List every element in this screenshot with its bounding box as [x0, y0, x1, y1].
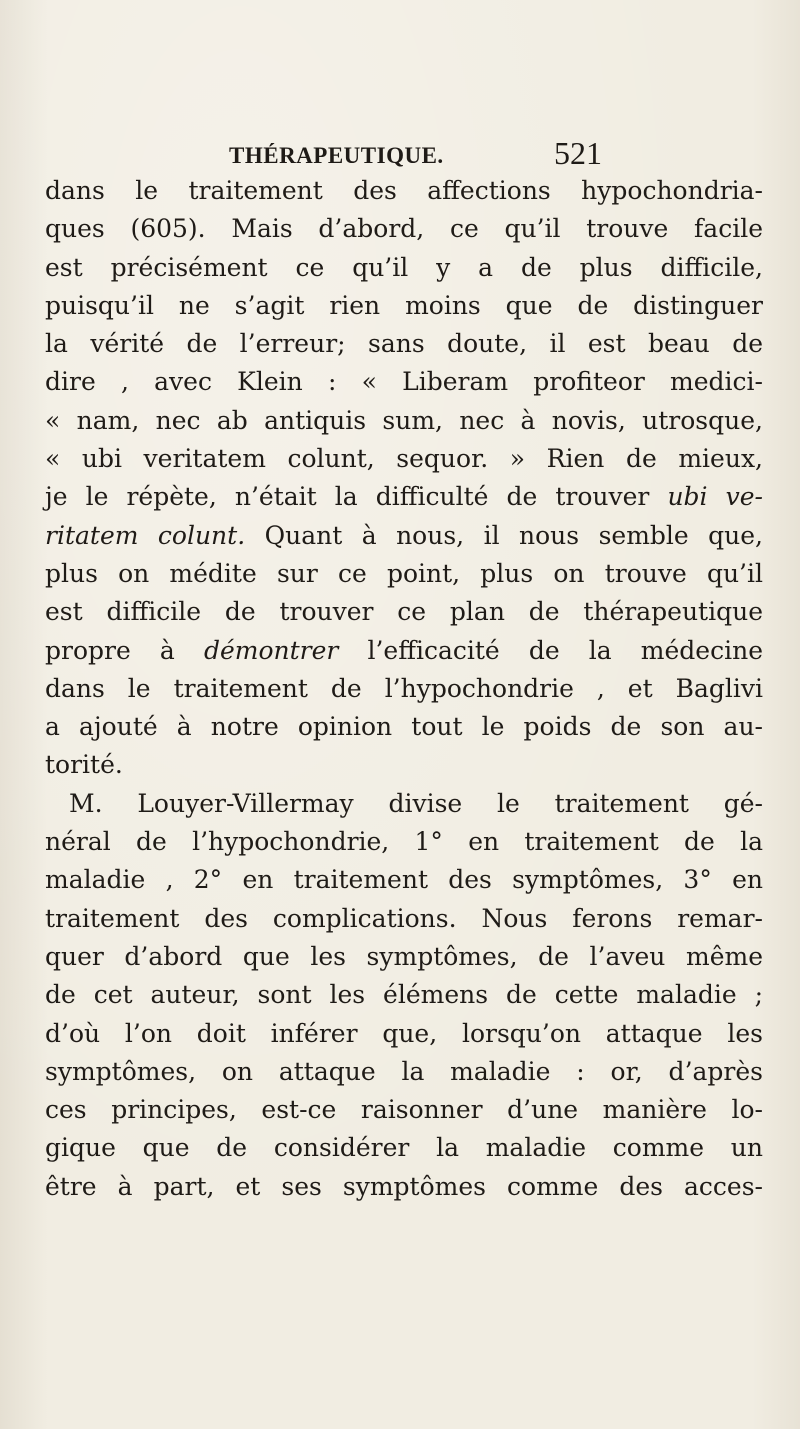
text-line: dire , avec Klein : « Liberam profiteor medici- — [45, 367, 763, 397]
text-line: « ubi veritatem colunt, sequor. » Rien de mieux, — [45, 444, 763, 474]
text-line: être à part, et ses symptômes comme des acces- — [45, 1171, 763, 1201]
text-line: dans le traitement de l’hypochondrie , et Baglivi — [45, 673, 763, 703]
italic-phrase: démontrer — [203, 635, 339, 665]
text-line: « nam, nec ab antiquis sum, nec à novis, utrosque, — [45, 405, 763, 435]
text-line — [45, 517, 763, 555]
text-run: propre à — [45, 635, 204, 665]
text-line: est difficile de trouver ce plan de thérapeutique — [45, 597, 763, 627]
text-line: ques (605). Mais d’abord, ce qu’il trouve facile — [45, 214, 763, 244]
text-line — [45, 632, 763, 670]
text-line: est précisément ce qu’il y a de plus difficile, — [45, 252, 763, 282]
italic-phrase: ubi ve- — [667, 482, 763, 512]
text-line: d’où l’on doit inférer que, lorsqu’on attaque les — [45, 1018, 763, 1048]
text-line: dans le traitement des affections hypochondria- — [45, 176, 763, 205]
text-line: torité. — [45, 750, 123, 780]
text-line: symptômes, on attaque la maladie : or, d’après — [45, 1056, 763, 1086]
text-line: plus on médite sur ce point, plus on trouve qu’il — [45, 558, 763, 588]
text-line: de cet auteur, sont les élémens de cette maladie ; — [45, 980, 763, 1010]
text-line: gique que de considérer la maladie comme un — [45, 1133, 763, 1163]
text-line: la vérité de l’erreur; sans doute, il est beau de — [45, 329, 763, 359]
italic-phrase: ritatem colunt. — [45, 520, 246, 550]
text-line: traitement des complications. Nous ferons remar- — [45, 903, 763, 933]
text-line — [45, 478, 763, 516]
text-line: a ajouté à notre opinion tout le poids de son au- — [45, 712, 763, 742]
page-number: 521 — [554, 135, 602, 171]
text-run: l’efficacité de la médecine — [338, 635, 764, 665]
text-run: Quant à nous, il nous semble que, — [245, 520, 763, 550]
text-line: maladie , 2° en traitement des symptômes, 3° en — [45, 865, 763, 895]
text-line: puisqu’il ne s’agit rien moins que de distinguer — [45, 290, 763, 320]
text-run: je le répète, n’était la difficulté de trouver — [45, 482, 668, 512]
text-line: ces principes, est-ce raisonner d’une manière lo- — [45, 1095, 763, 1125]
text-line: M. Louyer-Villermay divise le traitement gé- — [69, 788, 763, 818]
body-text — [45, 172, 763, 1206]
page-header — [229, 135, 800, 175]
text-line: quer d’abord que les symptômes, de l’aveu même — [45, 941, 763, 971]
running-title: THÉRAPEUTIQUE. — [229, 143, 444, 168]
text-line: néral de l’hypochondrie, 1° en traitement de la — [45, 827, 763, 857]
